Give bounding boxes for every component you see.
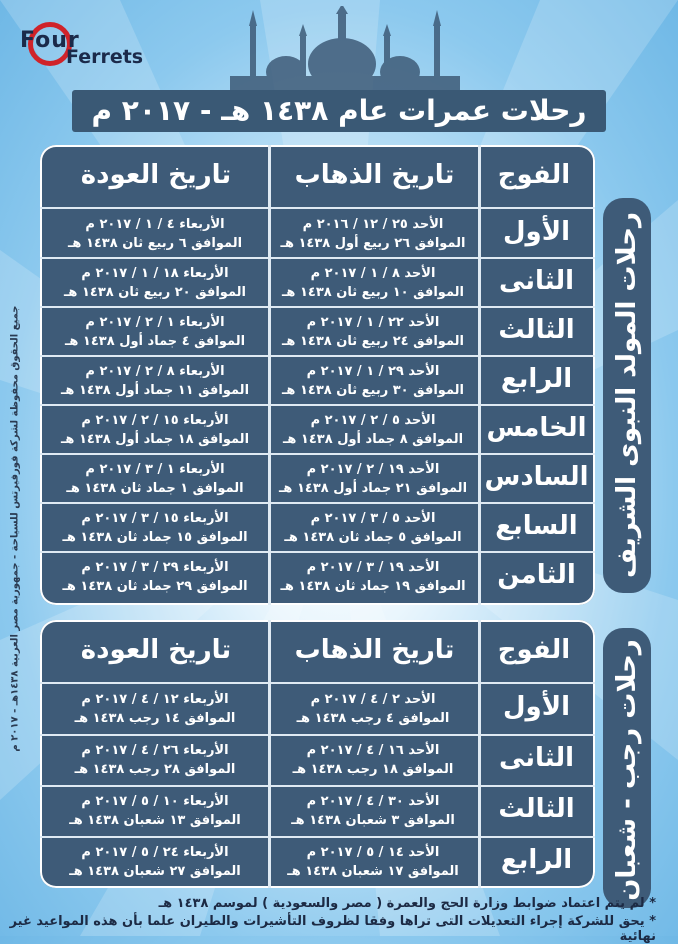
cell-gregorian-date: الأربعاء ٢٤ / ٥ / ٢٠١٧ م (81, 845, 229, 860)
table-cell-return (42, 264, 268, 302)
cell-hijri-date: الموافق ١ جماد ثان ١٤٣٨ هـ (66, 481, 244, 496)
row-divider (40, 306, 595, 308)
cell-gregorian-date: الأربعاء ١٥ / ٣ / ٢٠١٧ م (81, 511, 229, 526)
cell-hijri-date: الموافق ٢٦ ربيع أول ١٤٣٨ هـ (280, 236, 466, 251)
header-divider (40, 207, 595, 209)
section-label-rajab: رحلات رجب - شعبان (612, 639, 642, 901)
cell-gregorian-date: الأربعاء ١ / ٣ / ٢٠١٧ م (85, 462, 225, 477)
table-row-group: الرابع (500, 364, 573, 394)
cell-gregorian-date: الأحد ١٩ / ٢ / ٢٠١٧ م (306, 462, 440, 477)
table-row-group: الأول (503, 692, 570, 722)
cell-hijri-date: الموافق ٢٧ شعبان ١٤٣٨ هـ (69, 864, 241, 879)
table-row-group: الثانى (498, 266, 575, 296)
header-divider (40, 682, 595, 684)
cell-hijri-date: الموافق ١٤ رجب ١٤٣٨ هـ (74, 711, 236, 726)
cell-hijri-date: الموافق ٢٤ ربيع ثان ١٤٣٨ هـ (281, 334, 465, 349)
cell-hijri-date: الموافق ١١ جماد أول ١٤٣٨ هـ (60, 383, 250, 398)
cell-gregorian-date: الأربعاء ٨ / ٢ / ٢٠١٧ م (85, 364, 225, 379)
cell-gregorian-date: الأربعاء ١٥ / ٢ / ٢٠١٧ م (81, 413, 229, 428)
table-cell-departure (270, 411, 476, 449)
table-row-group: الثالث (498, 315, 575, 345)
table-cell-return (42, 460, 268, 498)
table-row-group: الأول (503, 217, 570, 247)
cell-hijri-date: الموافق ٣ شعبان ١٤٣٨ هـ (291, 813, 455, 828)
cell-hijri-date: الموافق ٦ ربيع ثان ١٤٣٨ هـ (67, 236, 243, 251)
cell-gregorian-date: الأربعاء ٢٩ / ٣ / ٢٠١٧ م (81, 560, 229, 575)
cell-gregorian-date: الأحد ٢٩ / ١ / ٢٠١٧ م (306, 364, 440, 379)
table-cell-return (42, 843, 268, 881)
table-cell-return (42, 313, 268, 351)
row-divider (40, 836, 595, 838)
table-cell-return (42, 558, 268, 596)
cell-gregorian-date: الأربعاء ٤ / ١ / ٢٠١٧ م (85, 217, 225, 232)
table-cell-return (42, 215, 268, 253)
note-1: * لم يتم اعتماد ضوابط وزارة الحج والعمرة ( مصر والسعودية ) لموسم ١٤٣٨ هـ (158, 896, 656, 911)
logo-word-four: Four (20, 28, 80, 53)
cell-hijri-date: الموافق ١٥ جماد ثان ١٤٣٨ هـ (62, 530, 248, 545)
header-return: تاريخ العودة (80, 160, 232, 190)
cell-gregorian-date: الأحد ٢٢ / ١ / ٢٠١٧ م (306, 315, 440, 330)
row-divider (40, 785, 595, 787)
cell-hijri-date: الموافق ١٧ شعبان ١٤٣٨ هـ (287, 864, 459, 879)
header-departure: تاريخ الذهاب (294, 160, 455, 190)
row-divider (40, 734, 595, 736)
table-cell-departure (270, 741, 476, 779)
table-row-group: الثالث (498, 794, 575, 824)
table-row-group: الرابع (500, 845, 573, 875)
table-cell-departure (270, 215, 476, 253)
cell-hijri-date: الموافق ٣٠ ربيع ثان ١٤٣٨ هـ (281, 383, 465, 398)
row-divider (40, 257, 595, 259)
table-row-group: الثانى (498, 743, 575, 773)
table-cell-departure (270, 362, 476, 400)
cell-hijri-date: الموافق ٥ جماد ثان ١٤٣٨ هـ (284, 530, 462, 545)
table-row-group: السابع (495, 511, 578, 541)
table-row-group: الثامن (497, 560, 576, 590)
cell-hijri-date: الموافق ٤ جماد أول ١٤٣٨ هـ (64, 334, 246, 349)
cell-hijri-date: الموافق ٤ رجب ١٤٣٨ هـ (296, 711, 450, 726)
row-divider (40, 404, 595, 406)
cell-gregorian-date: الأحد ٥ / ٣ / ٢٠١٧ م (310, 511, 436, 526)
table-row-group: السادس (484, 462, 589, 492)
cell-hijri-date: الموافق ٢٨ رجب ١٤٣٨ هـ (74, 762, 236, 777)
cell-hijri-date: الموافق ١٨ رجب ١٤٣٨ هـ (292, 762, 454, 777)
table-cell-departure (270, 313, 476, 351)
cell-gregorian-date: الأربعاء ٢٦ / ٤ / ٢٠١٧ م (81, 743, 229, 758)
row-divider (40, 453, 595, 455)
table-cell-return (42, 741, 268, 779)
cell-gregorian-date: الأحد ٢ / ٤ / ٢٠١٧ م (310, 692, 436, 707)
cell-hijri-date: الموافق ٢١ جماد أول ١٤٣٨ هـ (278, 481, 468, 496)
table-cell-departure (270, 460, 476, 498)
note-2: * يحق للشركة إجراء التعديلات التى تراها وفقا لظروف التأشيرات والطيران علما بأن هذه المواعيد غير نهائية (9, 914, 656, 944)
table-cell-departure (270, 690, 476, 728)
cell-hijri-date: الموافق ١٩ جماد ثان ١٤٣٨ هـ (280, 579, 466, 594)
cell-hijri-date: الموافق ٢٩ جماد ثان ١٤٣٨ هـ (62, 579, 248, 594)
cell-gregorian-date: الأحد ٣٠ / ٤ / ٢٠١٧ م (306, 794, 440, 809)
section-label-mawlid: رحلات المولد النبوى الشريف (612, 212, 642, 578)
cell-hijri-date: الموافق ٨ جماد أول ١٤٣٨ هـ (282, 432, 464, 447)
cell-hijri-date: الموافق ١٠ ربيع ثان ١٤٣٨ هـ (281, 285, 465, 300)
header-departure: تاريخ الذهاب (294, 635, 455, 665)
cell-hijri-date: الموافق ٢٠ ربيع ثان ١٤٣٨ هـ (63, 285, 247, 300)
mosque-silhouette-icon (220, 6, 470, 96)
cell-gregorian-date: الأحد ١٦ / ٤ / ٢٠١٧ م (306, 743, 440, 758)
company-logo (14, 14, 164, 84)
table-cell-departure (270, 558, 476, 596)
page-title: رحلات عمرات عام ١٤٣٨ هـ - ٢٠١٧ م (91, 94, 587, 127)
table-row-group: الخامس (486, 413, 587, 443)
cell-hijri-date: الموافق ١٣ شعبان ١٤٣٨ هـ (69, 813, 241, 828)
header-group: الفوج (497, 160, 571, 190)
table-cell-return (42, 362, 268, 400)
table-cell-return (42, 411, 268, 449)
header-return: تاريخ العودة (80, 635, 232, 665)
cell-gregorian-date: الأحد ١٤ / ٥ / ٢٠١٧ م (306, 845, 440, 860)
cell-gregorian-date: الأربعاء ١٠ / ٥ / ٢٠١٧ م (81, 794, 229, 809)
row-divider (40, 355, 595, 357)
table-cell-departure (270, 264, 476, 302)
row-divider (40, 502, 595, 504)
table-cell-return (42, 690, 268, 728)
cell-gregorian-date: الأحد ٥ / ٢ / ٢٠١٧ م (310, 413, 436, 428)
cell-hijri-date: الموافق ١٨ جماد أول ١٤٣٨ هـ (60, 432, 250, 447)
row-divider (40, 551, 595, 553)
cell-gregorian-date: الأحد ٨ / ١ / ٢٠١٧ م (310, 266, 436, 281)
cell-gregorian-date: الأربعاء ١٨ / ١ / ٢٠١٧ م (81, 266, 229, 281)
table-cell-departure (270, 792, 476, 830)
table-cell-departure (270, 843, 476, 881)
copyright-text: جميع الحقوق محفوظة لشركة فورفيرتس للسياحة - جمهورية مصر العربية ١٤٣٨هـ - ٢٠١٧ م (9, 305, 21, 752)
logo-word-ferrets: Ferrets (66, 46, 144, 68)
cell-gregorian-date: الأربعاء ١ / ٢ / ٢٠١٧ م (85, 315, 225, 330)
table-cell-return (42, 792, 268, 830)
table-cell-departure (270, 509, 476, 547)
cell-gregorian-date: الأحد ١٩ / ٣ / ٢٠١٧ م (306, 560, 440, 575)
cell-gregorian-date: الأحد ٢٥ / ١٢ / ٢٠١٦ م (302, 217, 444, 232)
cell-gregorian-date: الأربعاء ١٢ / ٤ / ٢٠١٧ م (81, 692, 229, 707)
table-cell-return (42, 509, 268, 547)
header-group: الفوج (497, 635, 571, 665)
